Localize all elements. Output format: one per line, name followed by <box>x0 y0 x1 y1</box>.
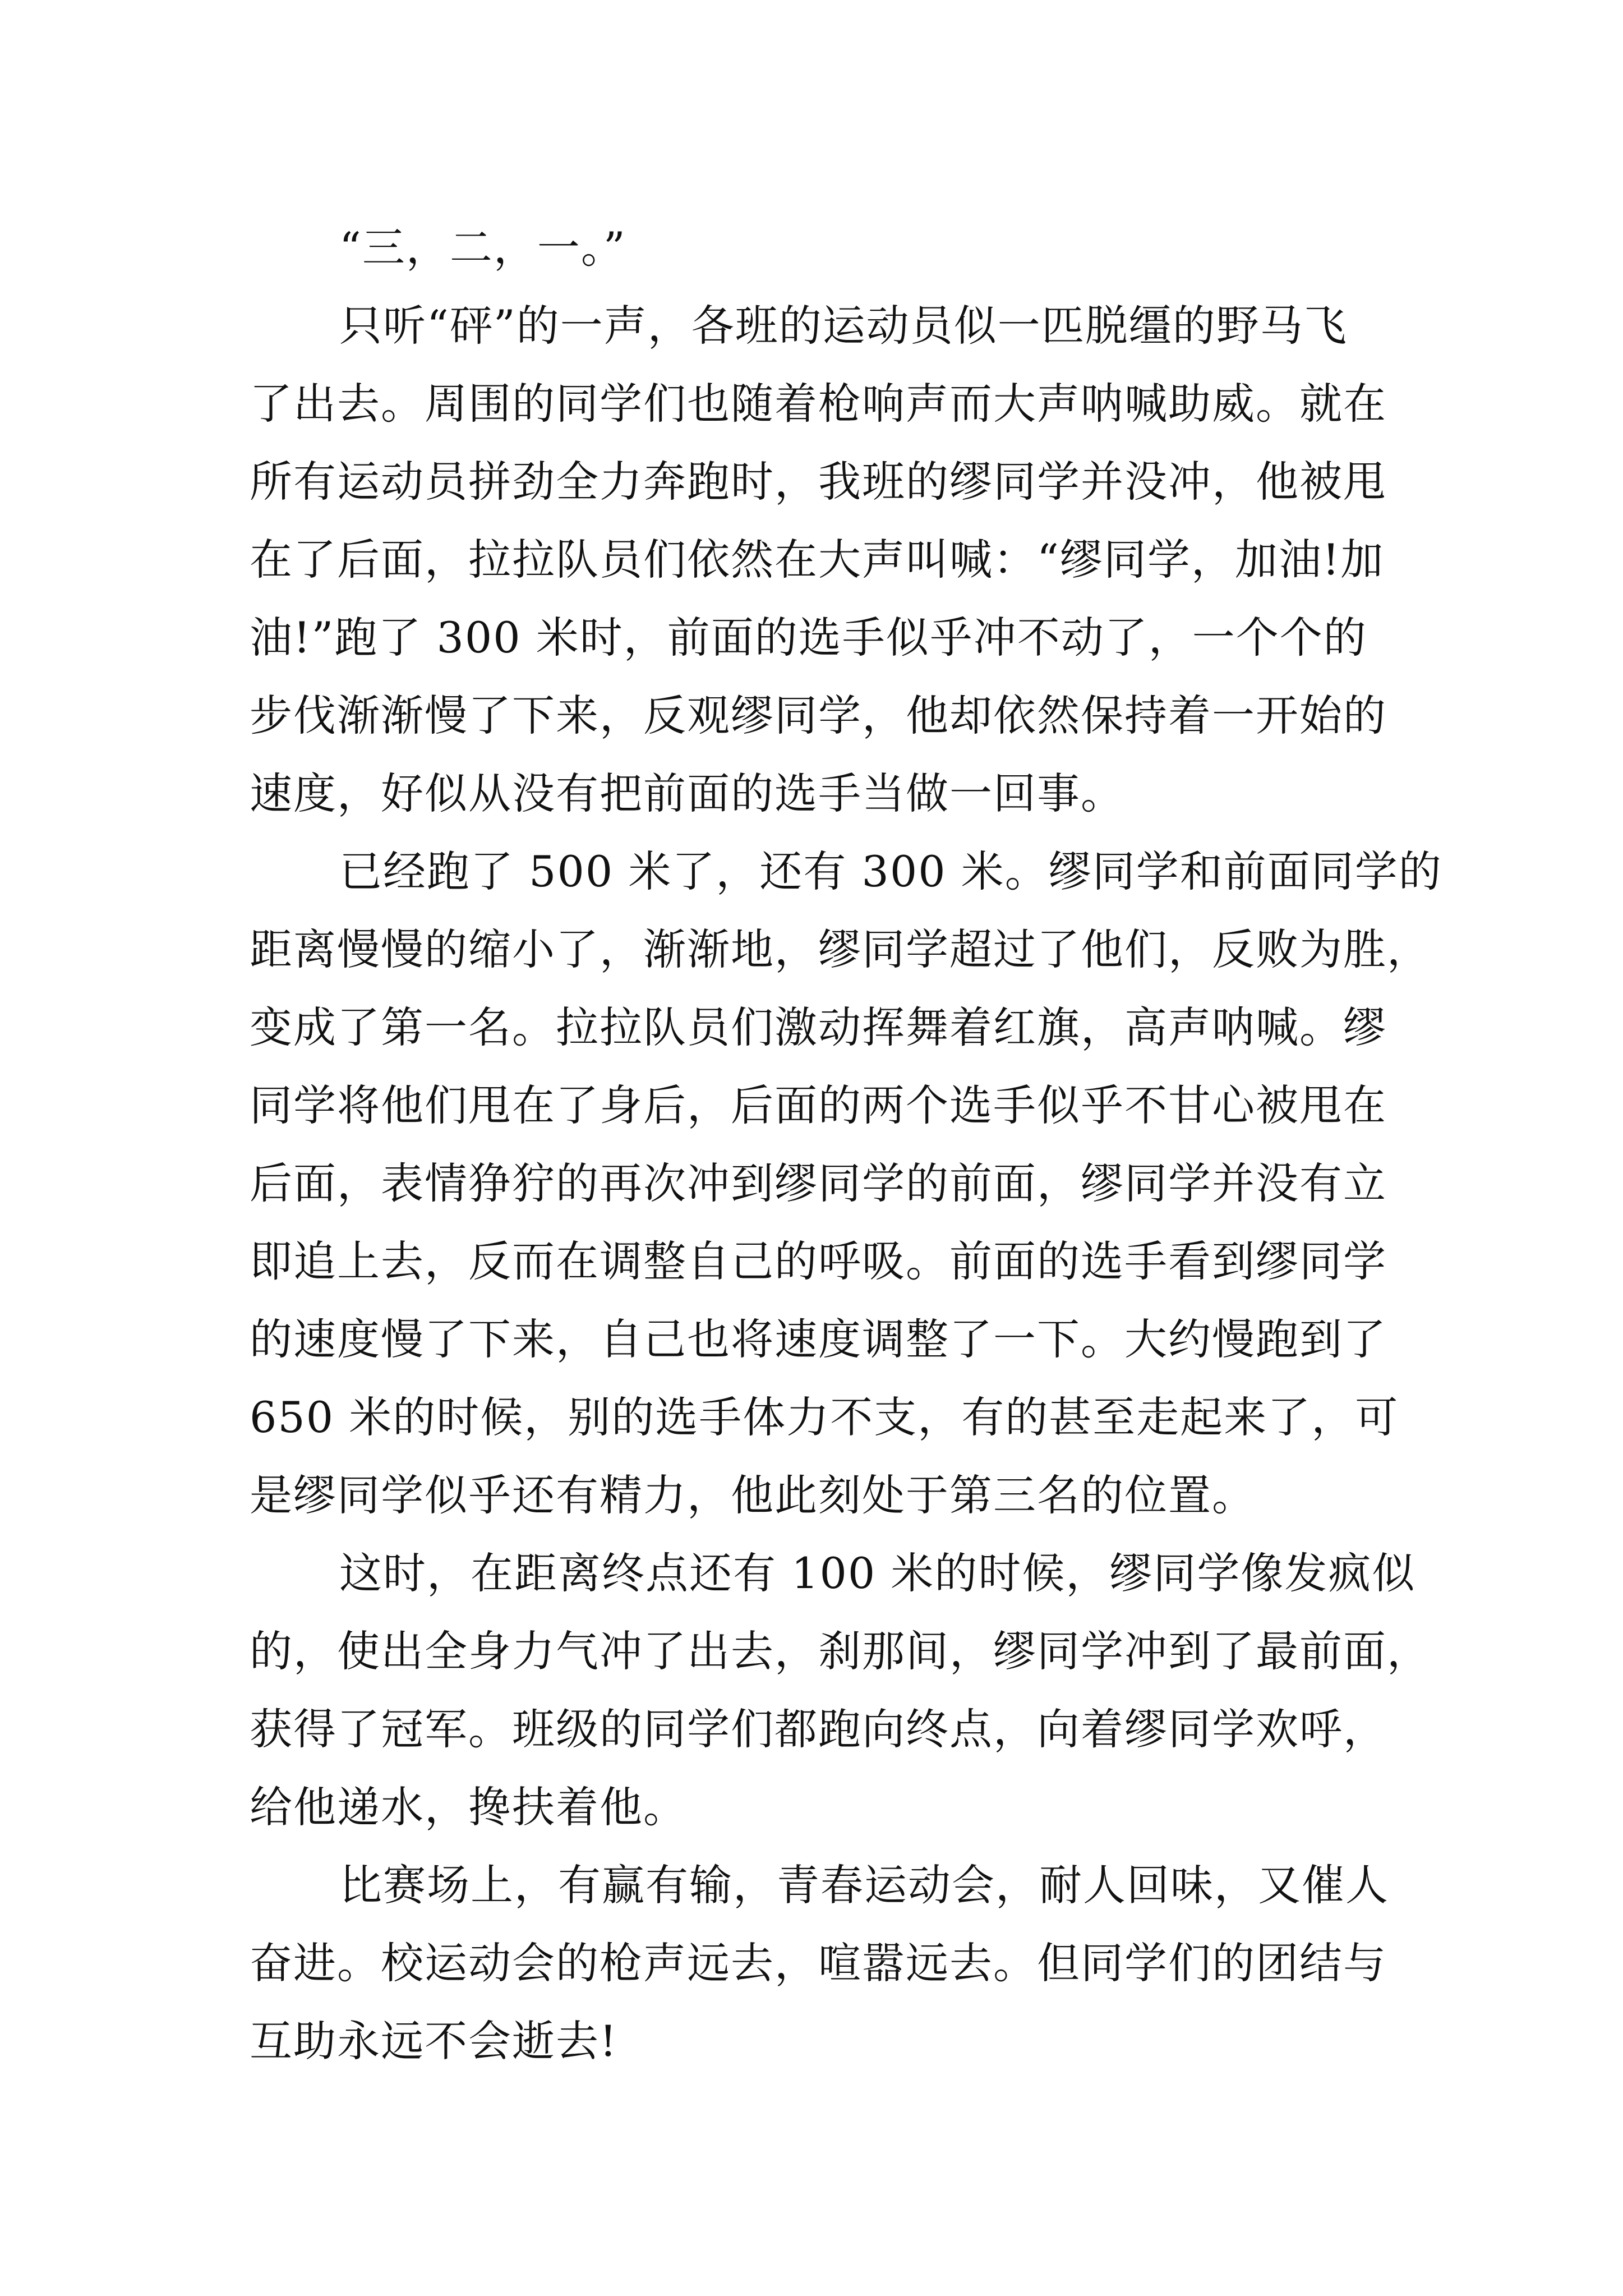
paragraph-5-line-1: 比赛场上，有赢有输，青春运动会，耐人回味，又催人 <box>339 1860 1389 1910</box>
paragraph-2-line-3: 所有运动员拼劲全力奔跑时，我班的缪同学并没冲，他被甩 <box>250 457 1387 507</box>
paragraph-3-line-1: 已经跑了 500 米了，还有 300 米。缪同学和前面同学的 <box>339 846 1442 896</box>
paragraph-2-line-7: 速度，好似从没有把前面的选手当做一回事。 <box>250 769 1124 818</box>
paragraph-3-line-8: 650 米的时候，别的选手体力不支，有的甚至走起来了，可 <box>250 1392 1399 1442</box>
paragraph-2-line-6: 步伐渐渐慢了下来，反观缪同学，他却依然保持着一开始的 <box>250 691 1387 740</box>
paragraph-3-line-9: 是缪同学似乎还有精力，他此刻处于第三名的位置。 <box>250 1470 1256 1520</box>
paragraph-3-line-2: 距离慢慢的缩小了，渐渐地，缪同学超过了他们，反败为胜， <box>250 924 1431 974</box>
paragraph-4-line-1: 这时，在距离终点还有 100 米的时候，缪同学像发疯似 <box>339 1548 1416 1598</box>
paragraph-4-line-3: 获得了冠军。班级的同学们都跑向终点，向着缪同学欢呼， <box>250 1704 1387 1754</box>
paragraph-3-line-5: 后面，表情狰狞的再次冲到缪同学的前面，缪同学并没有立 <box>250 1158 1387 1208</box>
paragraph-3-line-6: 即追上去，反而在调整自己的呼吸。前面的选手看到缪同学 <box>250 1236 1387 1286</box>
paragraph-3-line-7: 的速度慢了下来，自己也将速度调整了一下。大约慢跑到了 <box>250 1314 1387 1364</box>
paragraph-2-line-2: 了出去。周围的同学们也随着枪响声而大声呐喊助威。就在 <box>250 379 1387 429</box>
paragraph-5-line-3: 互助永远不会逝去! <box>250 2016 618 2066</box>
paragraph-3-line-3: 变成了第一名。拉拉队员们激动挥舞着红旗，高声呐喊。缪 <box>250 1002 1387 1052</box>
paragraph-2-line-1: 只听“砰”的一声，各班的运动员似一匹脱缰的野马飞 <box>339 301 1348 351</box>
paragraph-1-line-1: “三，二，一。” <box>339 223 626 273</box>
document-body <box>250 209 1442 2080</box>
paragraph-2-line-5: 油!”跑了 300 米时，前面的选手似乎冲不动了，一个个的 <box>250 613 1367 662</box>
paragraph-4-line-2: 的，使出全身力气冲了出去，刹那间，缪同学冲到了最前面， <box>250 1626 1431 1676</box>
paragraph-4-line-4: 给他递水，搀扶着他。 <box>250 1782 687 1832</box>
paragraph-2-line-4: 在了后面，拉拉队员们依然在大声叫喊：“缪同学，加油!加 <box>250 535 1385 585</box>
paragraph-5-line-2: 奋进。校运动会的枪声远去，喧嚣远去。但同学们的团结与 <box>250 1938 1387 1988</box>
paragraph-3-line-4: 同学将他们甩在了身后，后面的两个选手似乎不甘心被甩在 <box>250 1080 1387 1130</box>
